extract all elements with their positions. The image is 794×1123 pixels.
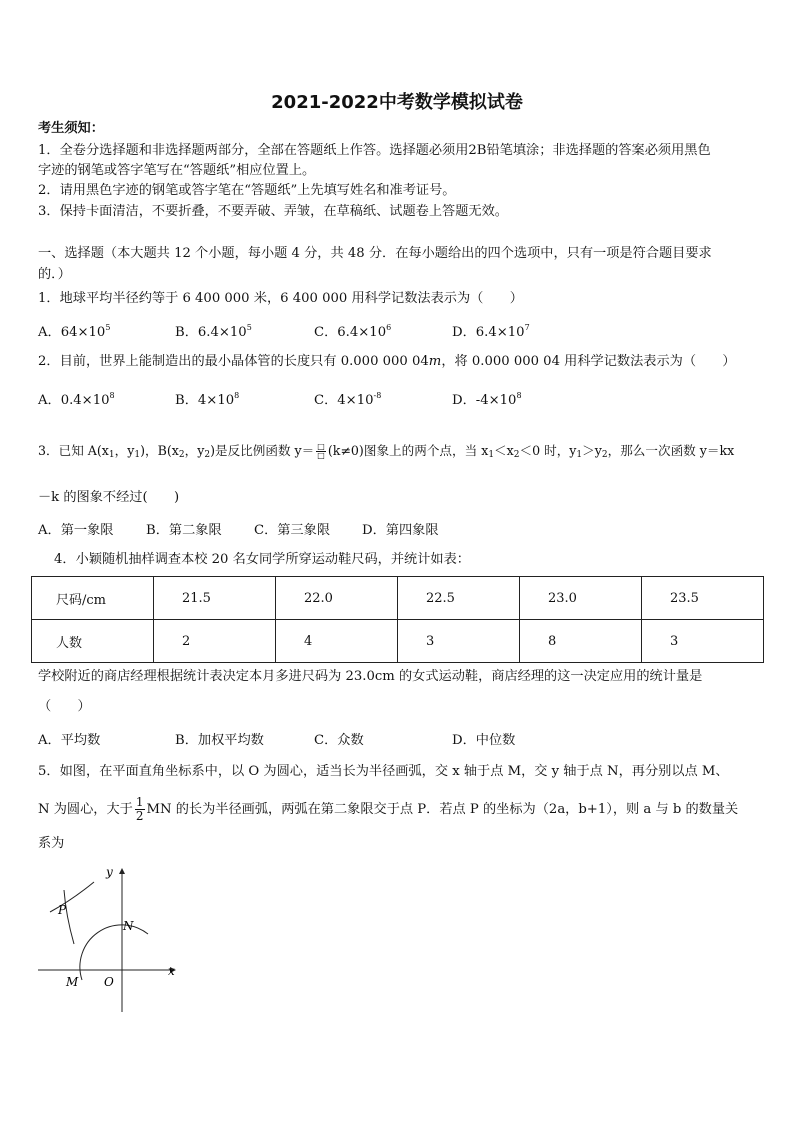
table-cell: 尺码/cm [32,577,154,620]
half-fraction: $\frac{1}{2}$ [135,795,144,823]
coordinate-figure [30,860,190,1020]
table-cell: 8 [520,620,642,663]
q3-stem: 3．已知 $A(x_1$，$y_1$)，$B(x_2$，$y_2$)是反比例函数 y＝ $\frac{□}{□}$ (k≠0)图象上的两个点，当 $x_1<x_2<0$ 时，$y_1>y_2$，那么一次函数 y＝kx [38,442,735,460]
label-m: M [66,975,79,989]
notice-item-1-cont: 字迹的钢笔或答字笔写在“答题纸”相应位置上。 [38,163,316,178]
table-row [32,577,764,620]
notice-item-1: 1．全卷分选择题和非选择题两部分，全部在答题纸上作答。选择题必须用2B铅笔填涂；非选择题的答案必须用黑色 [38,143,711,158]
label-o: O [104,975,114,989]
table-row [32,620,764,663]
q2-option-d: D．$-4\times 10^8$ [452,391,522,408]
shoe-size-table [31,576,764,663]
label-n: N [123,919,134,933]
table-cell: 3 [398,620,520,663]
table-cell: 3 [642,620,764,663]
q2-option-c: C．$4\times 10^{-8}$ [314,391,382,408]
q1-option-a: A．$64\times 10^5$ [38,323,111,340]
table-cell: 4 [276,620,398,663]
section-heading: 一、选择题（本大题共 12 个小题，每小题 4 分，共 48 分．在每小题给出的四个选项中，只有一项是符合题目要求 [38,246,712,261]
q2-stem: 2．目前，世界上能制造出的最小晶体管的长度只有 0.000 000 04m，将 0.000 000 04 用科学记数法表示为（ ） [38,354,736,369]
label-x: x [168,964,175,978]
table-cell: 人数 [32,620,154,663]
q1-option-d: D．$6.4\times 10^7$ [452,323,530,340]
q4-stem: 4．小颖随机抽样调查本校 20 名女同学所穿运动鞋尺码，并统计如表： [54,552,470,567]
label-p: P [58,903,67,917]
q2-option-b: B．$4\times 10^8$ [175,391,240,408]
page-title: 2021-2022中考数学模拟试卷 [271,92,523,113]
notice-item-2: 2．请用黑色字迹的钢笔或答字笔在“答题纸”上先填写姓名和准考证号。 [38,183,456,198]
table-cell: 2 [154,620,276,663]
q4-followup: 学校附近的商店经理根据统计表决定本月多进尺码为 23.0cm 的女式运动鞋，商店经理的这一决定应用的统计量是 [38,669,703,684]
q4-option-d: D．中位数 [452,733,516,748]
notice-item-3: 3．保持卡面清洁，不要折叠，不要弄破、弄皱，在草稿纸、试题卷上答题无效。 [38,204,508,219]
q3-option-d: D．第四象限 [362,523,439,538]
q3-option-b: B．第二象限 [146,523,222,538]
label-y: y [106,865,113,879]
table-cell: 22.0 [276,577,398,620]
q3-stem-cont: －k 的图象不经过( ) [38,490,180,505]
q4-option-a: A．平均数 [38,733,101,748]
notice-heading: 考生须知： [38,121,104,136]
table-cell: 21.5 [154,577,276,620]
q1-stem: 1．地球平均半径约等于 6 400 000 米，6 400 000 用科学记数法表示为（ ） [38,291,523,306]
q4-followup-cont: （ ） [38,699,91,714]
arc-center-n [50,882,94,912]
q4-option-b: B．加权平均数 [175,733,264,748]
section-heading-cont: 的．） [38,267,71,282]
table-cell: 23.5 [642,577,764,620]
q2-option-a: A．$0.4\times 10^8$ [38,391,115,408]
q5-stem: 5．如图，在平面直角坐标系中，以 O 为圆心，适当长为半径画弧，交 x 轴于点 M，交 y 轴于点 N，再分别以点 M、 [38,764,729,779]
arc-center-o [80,925,148,980]
y-axis-arrow [119,868,125,874]
q5-stem-cont: N 为圆心，大于 $\frac{1}{2}$ MN 的长为半径画弧，两弧在第二象限交于点 P．若点 P 的坐标为（2a，b+1），则 a 与 b 的数量关 [38,795,739,823]
table-cell: 23.0 [520,577,642,620]
q3-fraction: $\frac{□}{□}$ [317,442,325,460]
q1-option-c: C．$6.4\times 10^6$ [314,323,392,340]
q3-option-a: A．第一象限 [38,523,114,538]
table-cell: 22.5 [398,577,520,620]
q4-option-c: C．众数 [314,733,364,748]
q5-stem-cont-2: 系为 [38,836,65,851]
q3-option-c: C．第三象限 [254,523,331,538]
q1-option-b: B．$6.4\times 10^5$ [175,323,252,340]
